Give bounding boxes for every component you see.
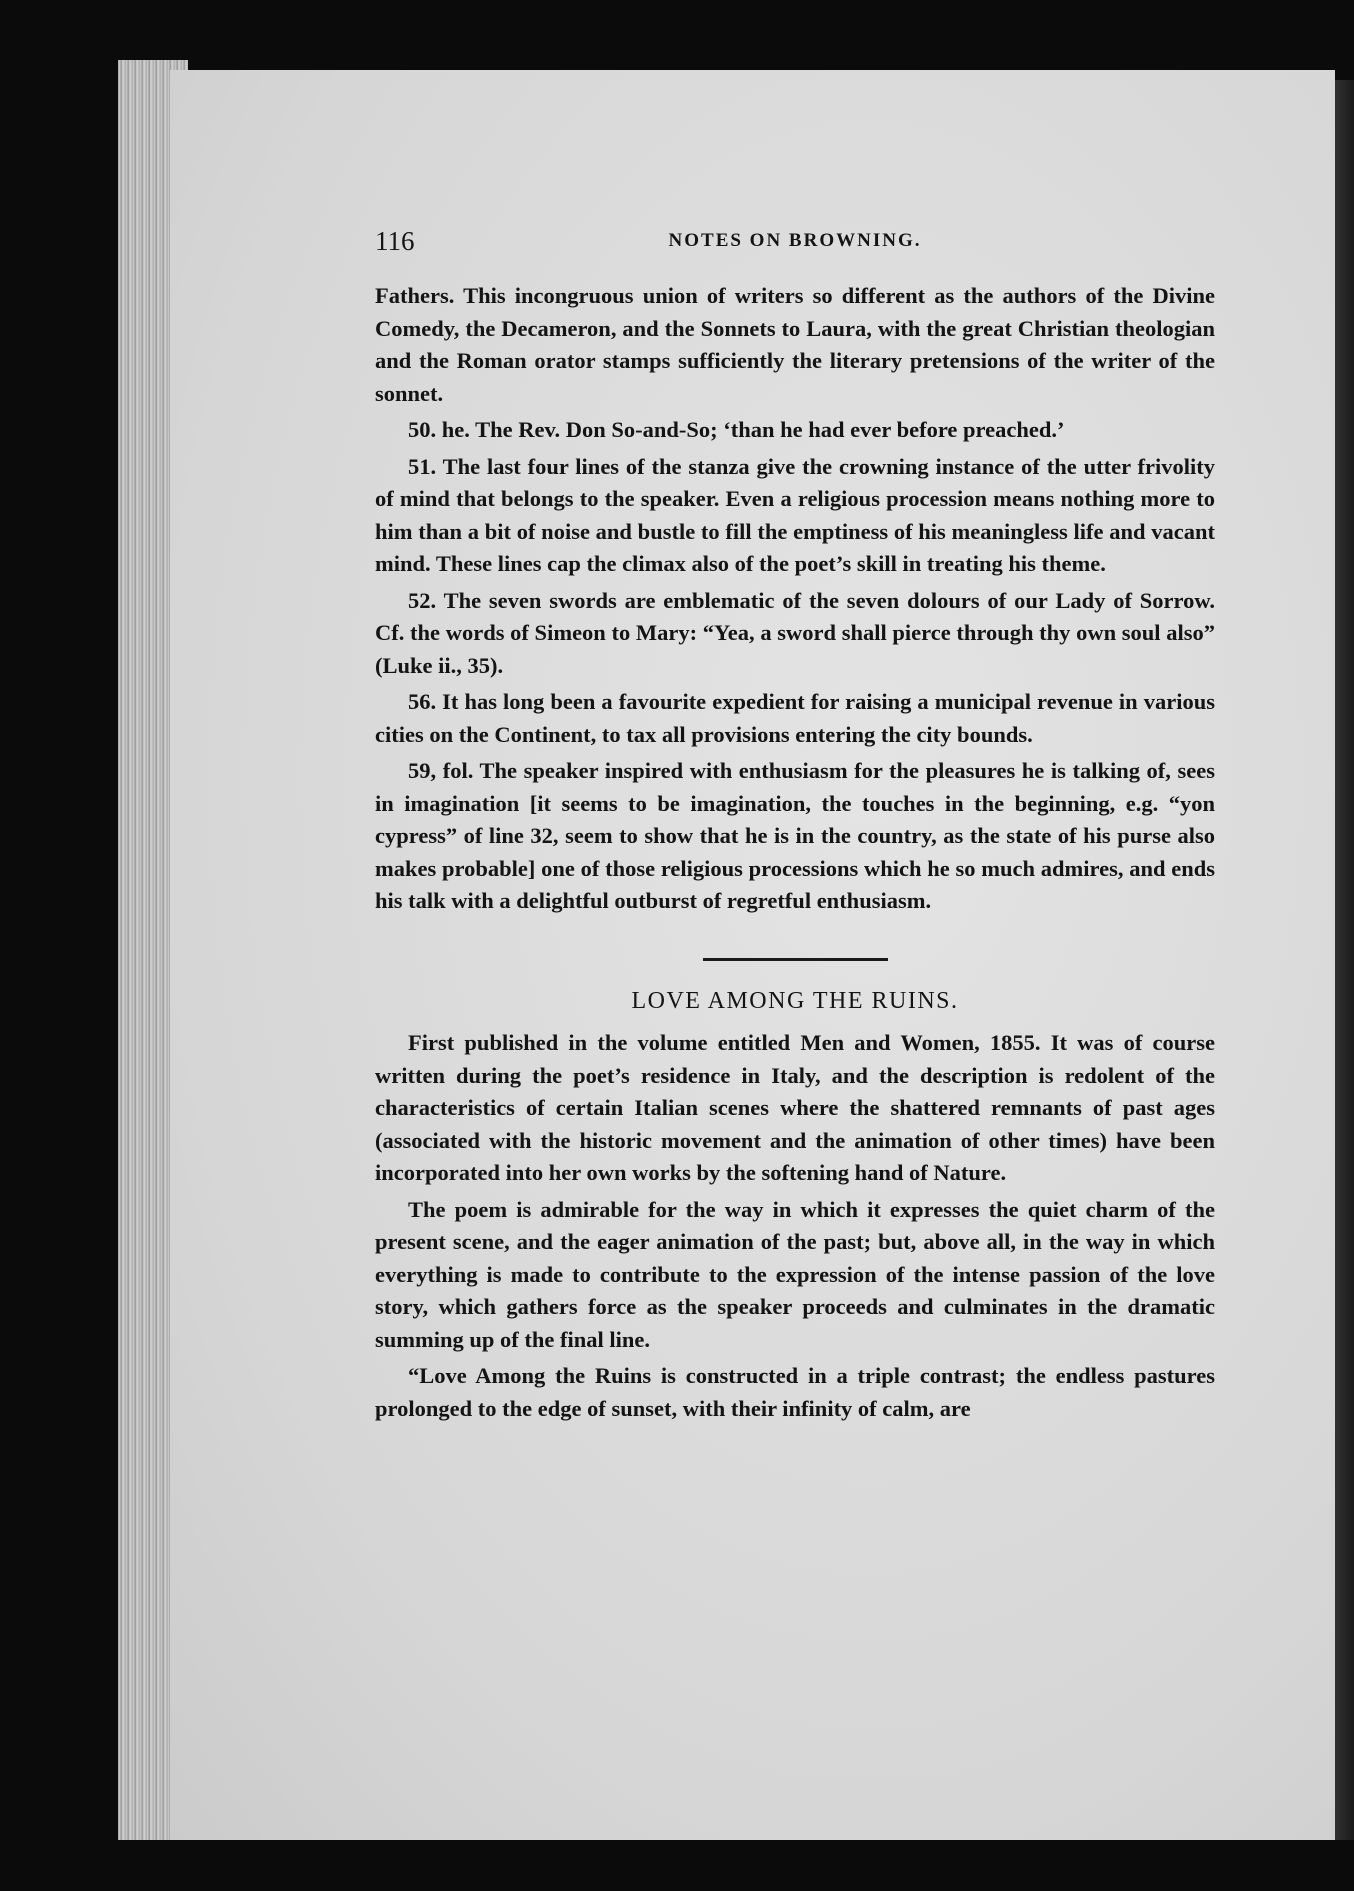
note-56: 56. It has long been a favourite expedient for raising a municipal revenue in various cities on the Continent, to tax all provisions entering the city bounds.	[375, 689, 1215, 747]
section-heading: LOVE AMONG THE RUINS.	[631, 987, 959, 1014]
note-50: 50. he. The Rev. Don So-and-So; ‘than he had ever before preached.’	[408, 417, 1065, 442]
section-paragraph: The poem is admirable for the way in which it expresses the quiet charm of the present scene, and the eager animation of the past; but, above all, in the way in which everything is made to contribute to the expression of the intense passion of the love story, which gathers force as the speaker proceeds and culminates in the dramatic summing up of the final line.	[375, 1196, 1215, 1352]
page-number: 116	[375, 226, 415, 256]
note-52: 52. The seven swords are emblematic of the seven dolours of our Lady of Sorrow. Cf. the words of Simeon to Mary: “Yea, a sword shall pierce through thy own soul also” (Luke ii., 35).	[375, 587, 1215, 678]
section-rule	[703, 958, 888, 961]
note-51: 51. The last four lines of the stanza give the crowning instance of the utter frivolity of mind that belongs to the speaker. Even a religious procession means nothing more to him than a bit of noise and bustle to fill the emptiness of his meaningless life and vacant mind. These lines cap the climax also of the poet’s skill in treating his theme.	[375, 453, 1215, 576]
note-fathers: Fathers. This incongruous union of writers so different as the authors of the Divine Comedy, the Decameron, and the Sonnets to Laura, with the great Christian theologian and the Roman orator stamps sufficiently the literary pretensions of the writer of the sonnet.	[375, 283, 1215, 406]
running-head	[375, 226, 1215, 266]
running-title: NOTES ON BROWNING.	[668, 230, 922, 251]
section-paragraph: “Love Among the Ruins is constructed in a triple contrast; the endless pastures prolonged to the edge of sunset, with their infinity of calm, are	[375, 1363, 1215, 1421]
section-love-among-the-ruins	[375, 958, 1215, 1426]
section-paragraph: First published in the volume entitled Men and Women, 1855. It was of course written during the poet’s residence in Italy, and the description is redolent of the characteristics of certain Italian scenes where the shattered remnants of past ages (associated with the historic movement and the animation of other times) have been incorporated into her own works by the softening hand of Nature.	[375, 1030, 1215, 1185]
book-page	[170, 70, 1335, 1840]
body-text	[375, 280, 1215, 1429]
note-59: 59, fol. The speaker inspired with enthusiasm for the pleasures he is talking of, sees in imagination [it seems to be imagination, the touches in the beginning, e.g. “yon cypress” of line 32, seem to show that he is in the country, as the state of his purse also makes probable] one of those religious processions which he so much admires, and ends his talk with a delightful outburst of regretful enthusiasm.	[375, 758, 1215, 913]
